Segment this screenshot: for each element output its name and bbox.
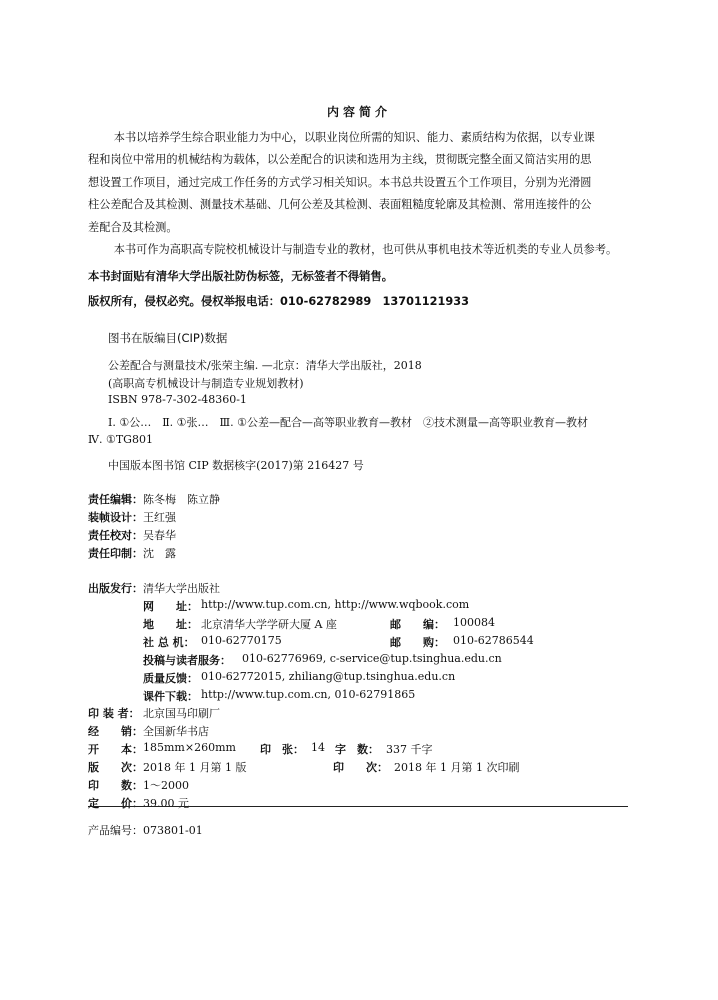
printer-label: 印 装 者： (88, 707, 140, 720)
words-value: 337 千字 (386, 743, 433, 756)
impression-label: 印 次： (333, 761, 388, 774)
cip-classification-1: Ⅰ. ①公… Ⅱ. ①张… Ⅲ. ①公差—配合—高等职业教育—教材 ②技术测量—高等职业教育—教材 (108, 416, 588, 429)
publisher-label: 出版发行： (88, 582, 143, 595)
summary-line: 差配合及其检测。 (88, 220, 178, 234)
staff-value: 陈冬梅 陈立静 (143, 493, 220, 506)
format-label: 开 本： (88, 743, 143, 756)
cip-title-line: 公差配合与测量技术/张荣主编. —北京：清华大学出版社，2018 (108, 359, 422, 372)
courseware-value: http://www.tup.com.cn, 010-62791865 (201, 688, 416, 701)
switchboard-label: 社 总 机： (143, 636, 195, 649)
product-code: 产品编号：073801-01 (88, 824, 203, 837)
copies-value: 1～2000 (143, 779, 189, 792)
cip-core-number: 中国版本图书馆 CIP 数据核字(2017)第 216427 号 (108, 459, 364, 472)
submission-value: 010-62776969, c-service@tup.tsinghua.edu.cn (242, 652, 502, 665)
mail-order-label: 邮 购： (390, 636, 445, 649)
words-label: 字 数： (335, 743, 379, 756)
copyright-notice: 版权所有，侵权必究。侵权举报电话：010-62782989 13701121933 (88, 295, 469, 308)
submission-label: 投稿与读者服务： (143, 654, 231, 667)
distributor-value: 全国新华书店 (143, 725, 209, 738)
copies-label: 印 数： (88, 779, 143, 792)
summary-body (88, 127, 636, 261)
switchboard-value: 010-62770175 (201, 634, 282, 647)
anti-counterfeit-notice: 本书封面贴有清华大学出版社防伪标签，无标签者不得销售。 (88, 270, 394, 283)
summary-line: 程和岗位中常用的机械结构为载体，以公差配合的识读和选用为主线，贯彻既完整全面又简洁实用的思 (88, 153, 592, 167)
publisher-name: 清华大学出版社 (143, 582, 220, 595)
website-value: http://www.tup.com.cn, http://www.wqbook.com (201, 598, 470, 611)
summary-line: 本书以培养学生综合职业能力为中心，以职业岗位所需的知识、能力、素质结构为依据，以专业课 (113, 131, 595, 144)
address-value: 北京清华大学学研大厦 A 座 (201, 618, 337, 631)
printer-value: 北京国马印刷厂 (143, 707, 220, 720)
summary-title: 内容简介 (326, 105, 391, 119)
cip-isbn: ISBN 978-7-302-48360-1 (108, 393, 247, 406)
postcode-value: 100084 (453, 616, 495, 629)
cip-classification-2: Ⅳ. ①TG801 (88, 433, 153, 446)
staff-value: 沈 露 (143, 547, 176, 560)
staff-value: 吴春华 (143, 529, 176, 542)
postcode-label: 邮 编： (390, 618, 445, 631)
price-label: 定 价： (88, 797, 143, 810)
staff-label: 责任印制： (88, 547, 143, 560)
staff-label: 责任校对： (88, 529, 143, 542)
sheets-value: 14 (311, 741, 325, 754)
courseware-label: 课件下载： (143, 690, 198, 703)
price-value: 39.00 元 (143, 797, 189, 810)
quality-value: 010-62772015, zhiliang@tup.tsinghua.edu.cn (201, 670, 456, 683)
edition-value: 2018 年 1 月第 1 版 (143, 761, 247, 774)
distributor-label: 经 销： (88, 725, 143, 738)
address-label: 地 址： (143, 618, 198, 631)
staff-label: 责任编辑： (88, 493, 143, 506)
cip-heading: 图书在版编目(CIP)数据 (108, 331, 228, 345)
edition-label: 版 次： (88, 761, 143, 774)
format-value: 185mm×260mm (143, 741, 236, 754)
summary-line: 想设置工作项目，通过完成工作任务的方式学习相关知识。本书总共设置五个工作项目，分别为光滑圆 (88, 175, 592, 189)
sheets-label: 印 张： (260, 743, 304, 756)
staff-label: 装帧设计： (88, 511, 143, 524)
staff-value: 王红强 (143, 511, 176, 524)
quality-label: 质量反馈： (143, 672, 198, 685)
summary-paragraph-1 (88, 127, 636, 149)
impression-value: 2018 年 1 月第 1 次印刷 (394, 761, 520, 774)
divider-line (88, 806, 628, 807)
mail-order-value: 010-62786544 (453, 634, 534, 647)
website-label: 网 址： (143, 600, 198, 613)
cip-series-line: (高职高专机械设计与制造专业规划教材) (108, 377, 304, 390)
summary-paragraph-2: 本书可作为高职高专院校机械设计与制造专业的教材，也可供从事机电技术等近机类的专业人员参考。 (113, 243, 618, 257)
summary-line: 柱公差配合及其检测、测量技术基础、几何公差及其检测、表面粗糙度轮廓及其检测、常用连接件的公 (88, 198, 592, 212)
